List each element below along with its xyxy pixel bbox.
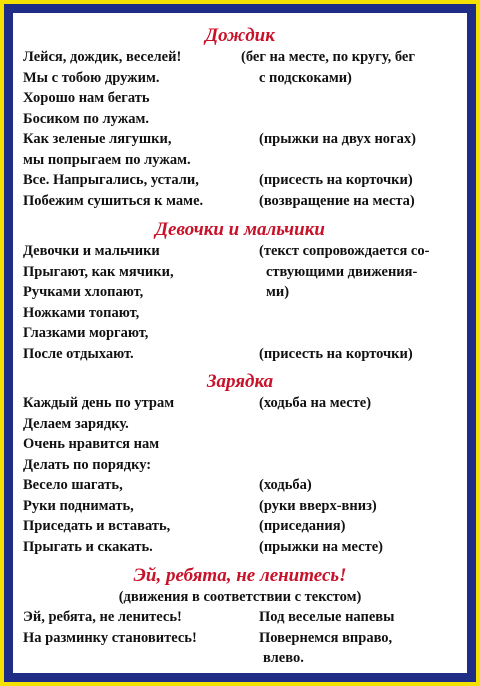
- movement-note: (присесть на корточки): [259, 172, 413, 188]
- section-title: Дождик: [205, 25, 275, 46]
- section-subtitle: (движения в соответствии с текстом): [118, 589, 362, 605]
- movement-note: (прыжки на двух ногах): [259, 131, 416, 147]
- verse-line: После отдыхают.: [23, 345, 134, 362]
- verse-line: Босиком по лужам.: [23, 110, 149, 127]
- verse-line: Мы с тобою дружим.: [23, 69, 160, 86]
- poem-row: [13, 88, 467, 109]
- verse-line: Каждый день по утрам: [23, 395, 175, 411]
- poem-row: [13, 241, 467, 262]
- poem-row: [13, 150, 467, 171]
- poem-row: [13, 323, 467, 344]
- movement-note: (прыжки на месте): [259, 538, 383, 555]
- movement-note: ми): [266, 284, 290, 300]
- outer-frame: [4, 4, 476, 682]
- verse-line-right: Под веселые напевы: [259, 609, 395, 625]
- poem-row: [13, 68, 467, 89]
- verse-line: Как зеленые лягушки,: [23, 131, 172, 147]
- poem-row: [13, 455, 467, 476]
- poem-row: [13, 262, 467, 283]
- poem-row: [13, 170, 467, 191]
- poem-row: [13, 344, 467, 365]
- verse-line: Ножками топают,: [23, 304, 140, 321]
- verse-line: Прыгать и скакать.: [23, 538, 153, 555]
- verse-line: Глазками моргают,: [23, 325, 149, 341]
- poem-row: [13, 496, 467, 517]
- verse-line: На разминку становитесь!: [23, 629, 197, 646]
- verse-line: Лейся, дождик, веселей!: [23, 49, 182, 65]
- section-title: Эй, ребята, не ленитесь!: [133, 565, 347, 586]
- verse-line: Побежим сушиться к маме.: [23, 192, 204, 209]
- poem-row: [13, 393, 467, 414]
- movement-note: (ходьба): [259, 477, 312, 493]
- poem-row: [13, 414, 467, 435]
- verse-line: Очень нравится нам: [23, 436, 160, 452]
- section-title: Зарядка: [206, 371, 274, 392]
- movement-note: (ходьба на месте): [259, 395, 372, 411]
- movement-note: (возвращение на места): [259, 192, 415, 209]
- section-devochki-i-malchiki: [13, 219, 467, 364]
- verse-line: Хорошо нам бегать: [23, 90, 150, 106]
- verse-line: Руки поднимать,: [23, 497, 134, 514]
- verse-line: Весело шагать,: [23, 477, 123, 493]
- verse-line: Делаем зарядку.: [23, 415, 129, 432]
- poem-row: [13, 607, 467, 628]
- poem-row: [13, 129, 467, 150]
- section-zaryadka: [13, 371, 467, 557]
- poem-row: [13, 109, 467, 130]
- movement-note: (бег на месте, по кругу, бег: [241, 49, 415, 65]
- verse-line: Прыгают, как мячики,: [23, 263, 174, 280]
- poem-card: [13, 13, 467, 673]
- verse-line: Приседать и вставать,: [23, 518, 171, 534]
- verse-line-right: влево.: [263, 650, 304, 666]
- poem-row: [13, 648, 467, 669]
- poem-row: [13, 47, 467, 68]
- verse-line: Все. Напрыгались, устали,: [23, 172, 199, 188]
- poem-row: [13, 303, 467, 324]
- poem-row: [13, 537, 467, 558]
- poem-row: [13, 191, 467, 212]
- verse-line: Эй, ребята, не ленитесь!: [23, 609, 182, 625]
- poem-row: [13, 282, 467, 303]
- movement-note: (приседания): [259, 518, 346, 534]
- movement-note: с подскоками): [259, 69, 352, 86]
- poem-row: [13, 475, 467, 496]
- section-dozhdik: [13, 25, 467, 211]
- poem-row: [13, 516, 467, 537]
- section-ei-rebyata: [13, 565, 467, 669]
- verse-line: Девочки и мальчики: [23, 243, 160, 259]
- movement-note: (текст сопровождается со-: [259, 243, 430, 259]
- verse-line: Делать по порядку:: [23, 456, 152, 473]
- movement-note: ствующими движения-: [266, 263, 418, 280]
- verse-line: мы попрыгаем по лужам.: [23, 151, 191, 168]
- section-title: Девочки и мальчики: [155, 219, 325, 240]
- movement-note: (руки вверх-вниз): [259, 497, 377, 514]
- movement-note: (присесть на корточки): [259, 345, 413, 362]
- poem-row: [13, 434, 467, 455]
- verse-line-right: Повернемся вправо,: [259, 629, 393, 646]
- poem-row: [13, 628, 467, 649]
- verse-line: Ручками хлопают,: [23, 284, 144, 300]
